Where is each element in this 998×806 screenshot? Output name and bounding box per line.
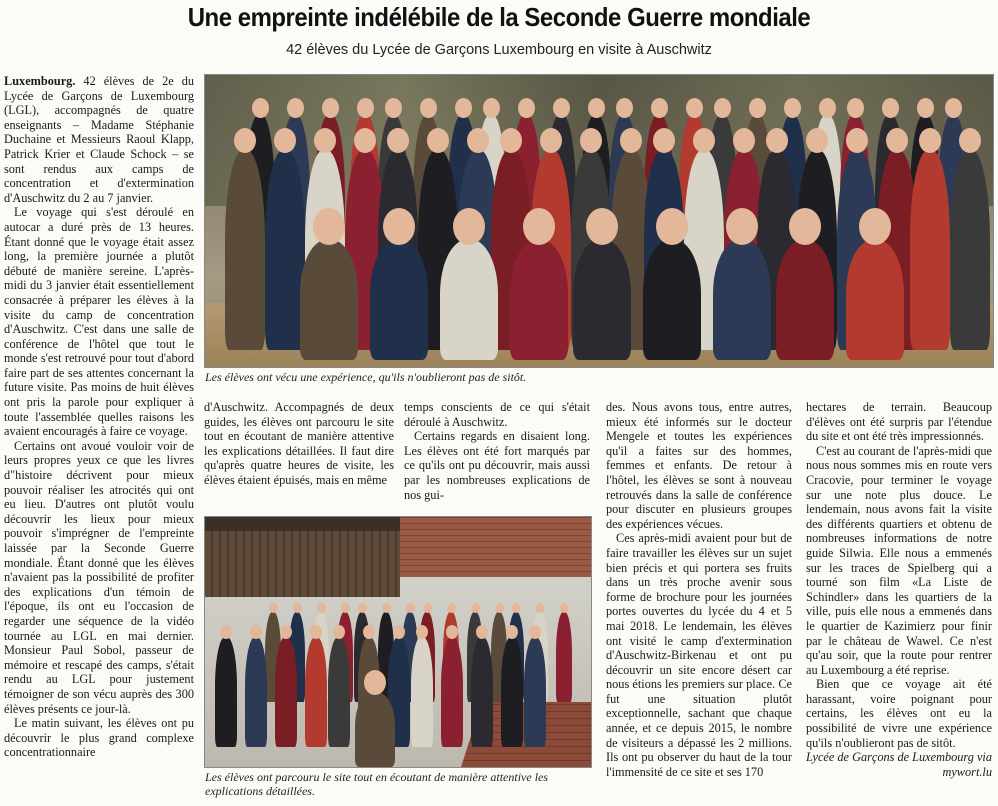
student-head <box>529 625 541 639</box>
student-figure <box>471 637 493 747</box>
student-head <box>310 625 322 639</box>
student-head <box>616 98 633 118</box>
student-figure <box>305 637 327 747</box>
student-figure <box>215 637 237 747</box>
student-head <box>859 208 891 245</box>
photo-caption-2: Les élèves ont parcouru le site tout en écoutant de manière attentive les explications détaillées. <box>205 770 549 798</box>
student-head <box>714 98 731 118</box>
student-figure <box>328 637 350 747</box>
student-head <box>364 670 386 695</box>
student-figure <box>245 637 267 747</box>
student-head <box>580 128 602 153</box>
paragraph: Ces après-midi avaient pour but de faire travailler les élèves sur un sujet bien précis et qui portera ses fruits dans un très proche avenir sous forme de brochure pour les journées portes ouvertes du lycée du 4 et 5 mai 2018. Le lendemain, les élèves ont visité le camp d'extermination d'Auschwitz-Birkenau et ont pu découvrir un site encore désert car nous étions les premiers sur place. Ce fut une situation plutôt exceptionnelle, sachant que chaque année, et ce depuis 2015, le nombre de visiteurs a dépassé les 2 millions. Ils ont pu observer du haut de la tour l'immensité de ce site et ses 170 <box>606 531 792 779</box>
student-figure <box>713 240 771 360</box>
student-head <box>819 98 836 118</box>
student-head <box>274 128 296 153</box>
student-head <box>766 128 788 153</box>
student-head <box>846 128 868 153</box>
paragraph: Certains regards en disaient long. Les élèves ont été fort marqués par ce qu'ils ont pu découvrir, mais aussi par les nombreuses explications de nos gui- <box>404 429 590 502</box>
student-head <box>483 98 500 118</box>
student-head <box>553 98 570 118</box>
student-head <box>536 603 545 613</box>
student-head <box>250 625 262 639</box>
student-head <box>651 98 668 118</box>
student-figure <box>265 150 305 350</box>
student-head <box>506 625 518 639</box>
student-head <box>382 603 391 613</box>
student-head <box>317 603 326 613</box>
student-head <box>560 603 569 613</box>
student-head <box>518 98 535 118</box>
student-head <box>453 208 485 245</box>
student-figure <box>950 150 990 350</box>
student-head <box>406 603 415 613</box>
student-head <box>234 128 256 153</box>
student-head <box>789 208 821 245</box>
student-head <box>693 128 715 153</box>
student-head <box>269 603 278 613</box>
student-head <box>847 98 864 118</box>
paragraph: Luxembourg. 42 élèves de 2e du Lycée de Garçons de Luxembourg (LGL), accompagnés de quatre enseignants – Madame Stéphanie Duchaine et Messieurs Raoul Klapp, Patrick Krier et Claude Schock – se sont rendus aux camps de concentration et d'extermination d'Auschwitz du 2 au 7 janvier. <box>4 74 194 205</box>
article-headline: Une empreinte indélébile de la Seconde Guerre mondiale <box>187 2 811 32</box>
student-figure <box>225 150 265 350</box>
paragraph: Le matin suivant, les élèves ont pu découvrir le plus grand complexe concentrationnaire <box>4 716 194 760</box>
student-figure <box>910 150 950 350</box>
student-figure <box>524 637 546 747</box>
student-head <box>416 625 428 639</box>
article-subheadline: 42 élèves du Lycée de Garçons Luxembourg en visite à Auschwitz <box>286 42 712 58</box>
text-column-4 <box>606 400 792 800</box>
text-column-3 <box>404 400 590 512</box>
student-head <box>287 98 304 118</box>
student-head <box>357 98 374 118</box>
student-head <box>959 128 981 153</box>
student-figure <box>573 240 631 360</box>
student-figure <box>370 240 428 360</box>
dateline: Luxembourg. <box>4 74 76 88</box>
student-head <box>385 98 402 118</box>
student-head <box>423 603 432 613</box>
paragraph: d'Auschwitz. Accompagnés de deux guides, les élèves ont parcouru le site tout en écoutant de manière attentive les explications détaillées. Il faut dire qu'après quatre heures de visite, les élèves étaient épuisés, mais en même <box>204 400 394 487</box>
student-head <box>806 128 828 153</box>
student-figure <box>441 637 463 747</box>
student-figure <box>300 240 358 360</box>
student-head <box>512 603 521 613</box>
student-head <box>686 98 703 118</box>
student-head <box>656 208 688 245</box>
student-head <box>314 128 336 153</box>
student-figure <box>440 240 498 360</box>
paragraph: hectares de terrain. Beaucoup d'élèves ont été surpris par l'étendue du site et ont été très impressionnés. <box>806 400 992 444</box>
student-figure <box>643 240 701 360</box>
student-head <box>363 625 375 639</box>
student-head <box>354 128 376 153</box>
student-head <box>495 603 504 613</box>
barrack-roof <box>205 517 405 531</box>
student-head <box>293 603 302 613</box>
student-head <box>586 208 618 245</box>
student-figure <box>510 240 568 360</box>
group-photo <box>204 74 994 368</box>
student-head <box>784 98 801 118</box>
student-figure <box>275 637 297 747</box>
student-head <box>358 603 367 613</box>
student-head <box>523 208 555 245</box>
student-head <box>540 128 562 153</box>
student-figure <box>846 240 904 360</box>
student-head <box>252 98 269 118</box>
paragraph: Certains ont avoué vouloir voir de leurs propres yeux ce que les livres d"histoire décrivent pour mieux pouvoir réaliser les atrocités qui ont eu lieu. D'autres ont plutôt voulu découvrir les lieux pour mieux pouvoir s'imprégner de l'empreinte laissée par la Seconde Guerre mondiale. Étant donné que les élèves n'avaient pas la possibilité de profiter des explications d'un témoin de l'époque, ils ont eu l'occasion de regarder une séquence de la vidéo tournée au LGL en mai dernier. Monsieur Paul Sobol, passeur de mémoire et rescapé des camps, s'était rendu au LGL pour justement témoigner de son vécu auprès des 300 élèves présents ce jour-là. <box>4 438 194 716</box>
student-head <box>886 128 908 153</box>
paragraph: temps conscients de ce qui s'était déroulé à Auschwitz. <box>404 400 590 429</box>
student-head <box>313 208 345 245</box>
student-head <box>467 128 489 153</box>
student-head <box>919 128 941 153</box>
student-head <box>620 128 642 153</box>
student-head <box>945 98 962 118</box>
student-figure <box>355 692 395 767</box>
text-column-1 <box>4 74 194 800</box>
student-head <box>882 98 899 118</box>
student-figure <box>556 612 572 702</box>
student-head <box>917 98 934 118</box>
student-head <box>653 128 675 153</box>
student-head <box>420 98 437 118</box>
student-head <box>500 128 522 153</box>
student-head <box>341 603 350 613</box>
student-head <box>280 625 292 639</box>
student-head <box>446 625 458 639</box>
text-column-2 <box>204 400 394 512</box>
student-head <box>322 98 339 118</box>
student-head <box>333 625 345 639</box>
student-head <box>447 603 456 613</box>
student-figure <box>411 637 433 747</box>
camp-tour-photo <box>204 516 592 768</box>
article-signature: Lycée de Garçons de Luxembourg via mywort.lu <box>806 750 992 779</box>
student-head <box>726 208 758 245</box>
photo-caption-1: Les élèves ont vécu une expérience, qu'ils n'oublieront pas de sitôt. <box>205 370 527 384</box>
paragraph: des. Nous avons tous, entre autres, mieux été informés sur le docteur Mengele et toutes les expériences qu'il a faites sur des hommes, femmes et enfants. De retour à l'hôtel, les élèves se sont à nouveau retrouvés dans la salle de conférence pour discuter en plusieurs groupes des expériences vécues. <box>606 400 792 531</box>
text-column-5 <box>806 400 992 800</box>
student-head <box>220 625 232 639</box>
student-head <box>471 603 480 613</box>
student-figure <box>501 637 523 747</box>
brick-building <box>400 517 591 577</box>
paragraph: Bien que ce voyage ait été harassant, voire poignant pour certains, les élèves ont eu la possibilité de vivre une expérience qu'ils n'oublieront pas de sitôt. <box>806 677 992 750</box>
student-head <box>383 208 415 245</box>
student-head <box>427 128 449 153</box>
paragraph: Le voyage qui s'est déroulé en autocar a duré près de 13 heures. Étant donné que le voyage était assez long, la première journée a plutôt débuté de manière sereine. L'après-midi du 3 janvier était essentiellement consacrée à préparer les élèves à la visite du camp de concentration d'Auschwitz. C'est dans une salle de conférence de l'hôtel que tout le monde s'est retrouvé pour tout d'abord faire part de ses attentes concernant la future visite. Pas moins de huit élèves ont pris la parole pour expliquer à toute l'assemblée quelles raisons les avaient encouragés à faire ce voyage. <box>4 205 194 439</box>
student-head <box>393 625 405 639</box>
student-head <box>476 625 488 639</box>
student-head <box>387 128 409 153</box>
student-head <box>749 98 766 118</box>
student-head <box>588 98 605 118</box>
student-head <box>733 128 755 153</box>
student-head <box>455 98 472 118</box>
student-figure <box>776 240 834 360</box>
paragraph: C'est au courant de l'après-midi que nous nous sommes mis en route vers Cracovie, pour terminer le voyage sur une note plus douce. Le lendemain, nous avons fait la visite des différents quartiers et obtenu de nombreuses informations de notre guide Silwia. Elle nous a emmenés sur les traces de Spielberg qui a tourné son film «La Liste de Schindler» dans les quartiers de la ville, puis elle nous a emmenés dans le quartier de Kazimierz pour finir par le château de Wawel. Ce n'est qu'au soir, que la route pour rentrer au Luxembourg a été reprise. <box>806 443 992 677</box>
